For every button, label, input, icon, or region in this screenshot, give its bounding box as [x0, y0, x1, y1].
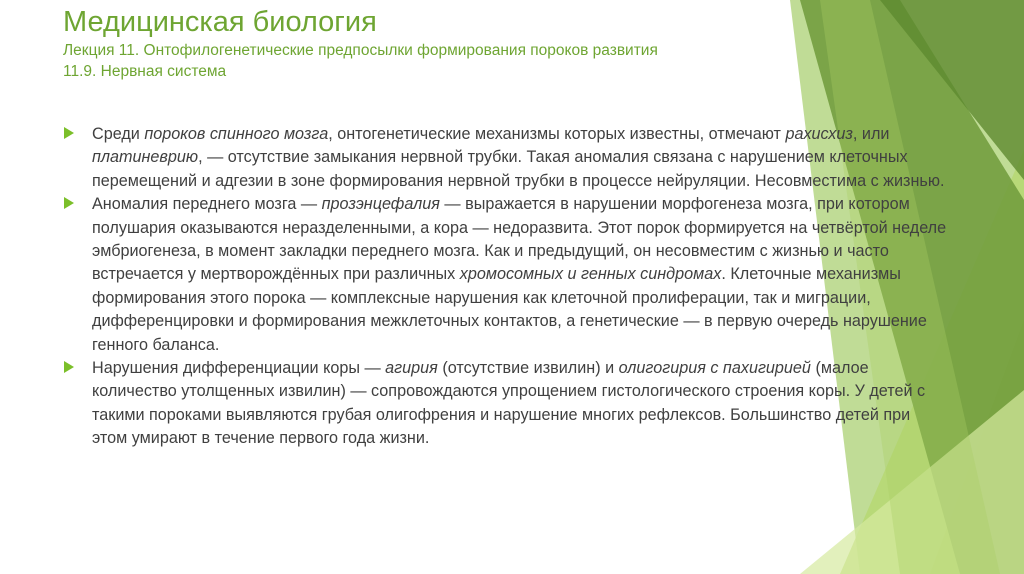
bullet-item: [63, 357, 948, 451]
slide-title: [63, 4, 823, 82]
bullet-arrow-icon: [64, 361, 74, 373]
bullet-text: Среди пороков спинного мозга, онтогенетические механизмы которых известны, отмечают рахисхиз, или платиневрию, — отсутствие замыкания нервной трубки. Такая аномалия связана с нарушением клеточных перемещений и адгезии в зоне формирования нервной трубки в процессе нейруляции. Несовместима с жизнью.: [92, 125, 945, 190]
bullet-list: [63, 123, 948, 451]
title-main: Медицинская биология: [63, 6, 377, 38]
bullet-item: [63, 123, 948, 193]
bullet-text: Аномалия переднего мозга — прозэнцефалия — выражается в нарушении морфогенеза мозга, при котором полушария оказываются неразделенными, а кора — недоразвита. Этот порок формируется на четвёртой неделе эмбриогенеза, в момент закладки переднего мозга. Как и предыдущий, он несовместим с жизнью и часто встречается у мертворождённых при различных хромосомных и генных синдромах. Клеточные механизмы формирования этого порока — комплексные нарушения как клеточной пролиферации, так и миграции, дифференцировки и формирования межклеточных контактов, а генетические — в первую очередь нарушение генного баланса.: [92, 195, 947, 354]
title-lecture: Лекция 11. Онтофилогенетические предпосылки формирования пороков развития: [63, 42, 658, 59]
bullet-item: [63, 193, 948, 357]
bullet-arrow-icon: [64, 197, 74, 209]
title-section: 11.9. Нервная система: [63, 63, 227, 80]
bullet-arrow-icon: [64, 127, 74, 139]
bullet-text: Нарушения дифференциации коры — агирия (отсутствие извилин) и олигогирия с пахигирией (малое количество утолщенных извилин) — сопровождаются упрощением гистологического строения коры. У детей с такими пороками выявляются грубая олигофрения и нарушение многих рефлексов. Большинство детей при этом умирают в течение первого года жизни.: [92, 359, 926, 448]
